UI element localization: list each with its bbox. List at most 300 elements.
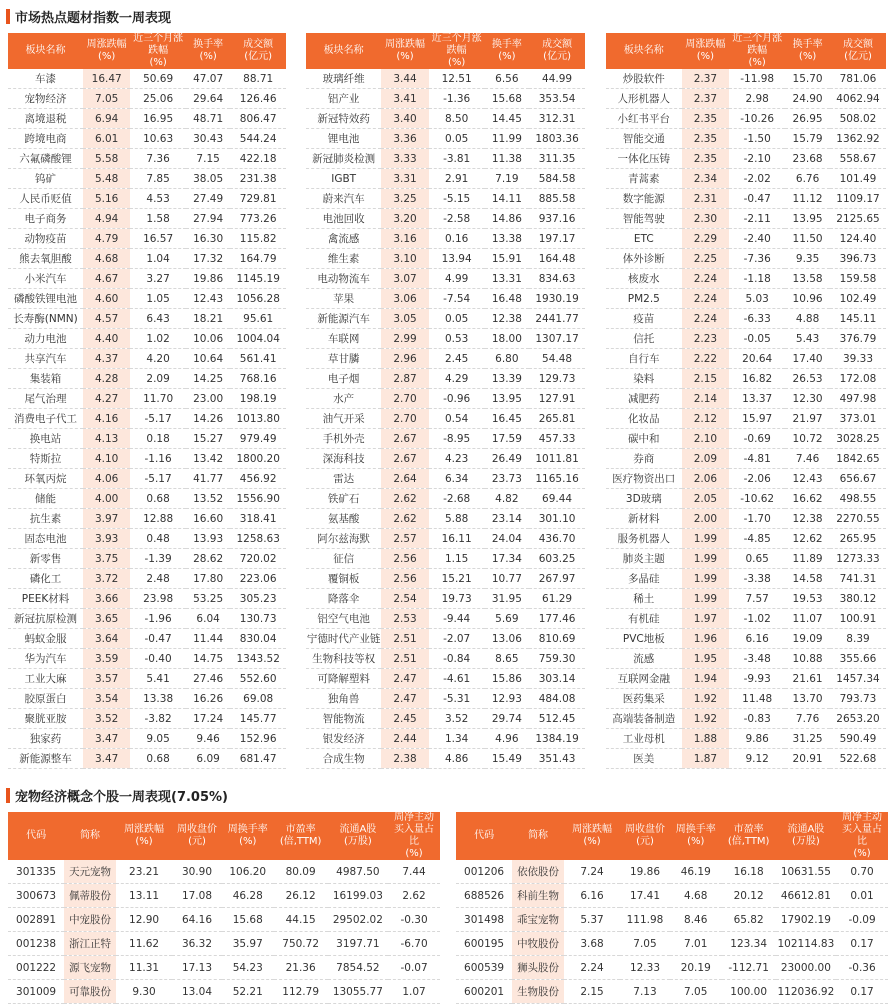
table-cell: 维生素 <box>306 249 381 269</box>
table-cell: 380.12 <box>830 589 886 609</box>
table-cell: 4.29 <box>429 369 485 389</box>
table-cell: 2.51 <box>381 629 428 649</box>
table-cell: -1.16 <box>130 449 186 469</box>
table-cell: 14.58 <box>785 569 830 589</box>
table-cell: 3.65 <box>83 609 130 629</box>
table-cell: 6.94 <box>83 109 130 129</box>
table-cell: 115.82 <box>230 229 286 249</box>
table-cell: 8.50 <box>429 109 485 129</box>
column-header: 简称 <box>64 812 116 860</box>
table-cell: 13055.77 <box>328 980 388 1004</box>
table-cell: 4.06 <box>83 469 130 489</box>
table-cell: 苹果 <box>306 289 381 309</box>
table-cell: 5.58 <box>83 149 130 169</box>
table-cell: 固态电池 <box>8 529 83 549</box>
column-header: 成交额 (亿元) <box>230 33 286 69</box>
table-cell: 759.30 <box>529 649 585 669</box>
table-cell: 医疗物资出口 <box>606 469 682 489</box>
table-cell: 20.91 <box>785 749 830 769</box>
table-cell: 聚胱亚胺 <box>8 709 83 729</box>
column-header: 板块名称 <box>606 33 682 69</box>
table-cell: 28.62 <box>186 549 230 569</box>
table-cell: 12.88 <box>130 509 186 529</box>
table-cell: 1.88 <box>682 729 730 749</box>
table-cell: -0.09 <box>836 908 888 932</box>
table-cell: 19.86 <box>186 269 230 289</box>
column-header: 市盈率 (倍,TTM) <box>274 812 328 860</box>
table-row <box>8 289 286 309</box>
table-cell: 熊去氧胆酸 <box>8 249 83 269</box>
table-cell: 88.71 <box>230 69 286 89</box>
table-cell: 11.07 <box>785 609 830 629</box>
table-row <box>8 129 286 149</box>
table-row <box>606 209 886 229</box>
table-row <box>606 489 886 509</box>
table-cell: 15.68 <box>222 908 274 932</box>
column-header: 代码 <box>456 812 512 860</box>
table-cell: 17.40 <box>785 349 830 369</box>
table-cell: 4987.50 <box>328 860 388 884</box>
table-cell: 智能驾驶 <box>606 209 682 229</box>
table-cell: 2.64 <box>381 469 428 489</box>
table-cell: 2.34 <box>682 169 730 189</box>
table-cell: 小红书平台 <box>606 109 682 129</box>
table-cell: 29.64 <box>186 89 230 109</box>
table-cell: 351.43 <box>529 749 585 769</box>
table-cell: 3.31 <box>381 169 428 189</box>
table-cell: 化妆品 <box>606 409 682 429</box>
table-cell: 2.99 <box>381 329 428 349</box>
table-cell: 16.62 <box>785 489 830 509</box>
table-cell: 100.00 <box>722 980 776 1004</box>
sector-index-table-2 <box>306 33 585 769</box>
table-cell: 46.19 <box>670 860 722 884</box>
table-cell: 肺炎主题 <box>606 549 682 569</box>
table-cell: 4.67 <box>83 269 130 289</box>
table-row <box>606 289 886 309</box>
table-cell: 流感 <box>606 649 682 669</box>
table-cell: 54.48 <box>529 349 585 369</box>
table-cell: 稀土 <box>606 589 682 609</box>
table-cell: 20.19 <box>670 956 722 980</box>
table-cell: 12.43 <box>186 289 230 309</box>
table-cell: 4.86 <box>429 749 485 769</box>
table-cell: 11.31 <box>116 956 172 980</box>
table-cell: -1.50 <box>729 129 785 149</box>
table-cell: 484.08 <box>529 689 585 709</box>
table-cell: 13.38 <box>485 229 530 249</box>
table-cell: 7.24 <box>564 860 620 884</box>
table-cell: 768.16 <box>230 369 286 389</box>
table-cell: 高端装备制造 <box>606 709 682 729</box>
table-cell: 2.35 <box>682 109 730 129</box>
table-cell: 1.07 <box>388 980 440 1004</box>
table-cell: 6.09 <box>186 749 230 769</box>
table-cell: 12.51 <box>429 69 485 89</box>
table-cell: 27.46 <box>186 669 230 689</box>
table-cell: 1.99 <box>682 569 730 589</box>
table-row <box>306 589 585 609</box>
table-cell: 1145.19 <box>230 269 286 289</box>
table-cell: 0.65 <box>729 549 785 569</box>
table-row <box>306 749 585 769</box>
table-cell: 38.05 <box>186 169 230 189</box>
table-cell: 3.27 <box>130 269 186 289</box>
table-cell: -10.62 <box>729 489 785 509</box>
title-accent-bar <box>6 788 10 803</box>
table-row <box>8 189 286 209</box>
table-row <box>8 629 286 649</box>
table-row <box>306 469 585 489</box>
table-row <box>606 629 886 649</box>
table-cell: 31.25 <box>785 729 830 749</box>
table-cell: 2.45 <box>429 349 485 369</box>
table-row <box>606 89 886 109</box>
table-row <box>8 349 286 369</box>
table-cell: 长寿酶(NMN) <box>8 309 83 329</box>
table-cell: 新冠抗原检测 <box>8 609 83 629</box>
table-cell: 311.35 <box>529 149 585 169</box>
table-row <box>306 549 585 569</box>
table-cell: 15.79 <box>785 129 830 149</box>
table-cell: 8.39 <box>830 629 886 649</box>
table-row <box>8 689 286 709</box>
table-cell: 300673 <box>8 884 64 908</box>
table-cell: 1.99 <box>682 589 730 609</box>
table-cell: 4.27 <box>83 389 130 409</box>
table-row <box>8 229 286 249</box>
table-cell: 3.07 <box>381 269 428 289</box>
table-cell: 小米汽车 <box>8 269 83 289</box>
table-cell: 一体化压铸 <box>606 149 682 169</box>
table-cell: 新材料 <box>606 509 682 529</box>
table-row <box>456 908 888 932</box>
table-cell: 305.23 <box>230 589 286 609</box>
column-header: 换手率 (%) <box>785 33 830 69</box>
table-row <box>606 569 886 589</box>
table-cell: 937.16 <box>529 209 585 229</box>
table-cell: 6.56 <box>485 69 530 89</box>
table-cell: -4.81 <box>729 449 785 469</box>
table-cell: 16.26 <box>186 689 230 709</box>
table-cell: 7.57 <box>729 589 785 609</box>
table-cell: 13.37 <box>729 389 785 409</box>
table-cell: 可降解塑料 <box>306 669 381 689</box>
table-cell: PM2.5 <box>606 289 682 309</box>
table-row <box>8 409 286 429</box>
table-cell: 152.96 <box>230 729 286 749</box>
table-row <box>306 569 585 589</box>
table-cell: 373.01 <box>830 409 886 429</box>
table-cell: 100.91 <box>830 609 886 629</box>
table-cell: 降落伞 <box>306 589 381 609</box>
table-cell: 17.41 <box>620 884 670 908</box>
table-cell: -0.84 <box>429 649 485 669</box>
table-cell: 6.04 <box>186 609 230 629</box>
table-cell: 16.47 <box>83 69 130 89</box>
table-cell: 离境退税 <box>8 109 83 129</box>
table-cell: 6.34 <box>429 469 485 489</box>
table-row <box>606 409 886 429</box>
table-cell: 4.20 <box>130 349 186 369</box>
table-cell: 13.70 <box>785 689 830 709</box>
table-cell: 2.98 <box>729 89 785 109</box>
table-cell: 7.76 <box>785 709 830 729</box>
table-cell: 312.31 <box>529 109 585 129</box>
table-cell: 储能 <box>8 489 83 509</box>
table-cell: 12.30 <box>785 389 830 409</box>
table-cell: 4.82 <box>485 489 530 509</box>
table-row <box>306 309 585 329</box>
table-cell: 车联网 <box>306 329 381 349</box>
table-cell: 1.99 <box>682 549 730 569</box>
table-row <box>606 169 886 189</box>
table-cell: 0.68 <box>130 749 186 769</box>
table-cell: 69.44 <box>529 489 585 509</box>
table-cell: 584.58 <box>529 169 585 189</box>
table-cell: 1.58 <box>130 209 186 229</box>
table-cell: 2.12 <box>682 409 730 429</box>
table-cell: 15.27 <box>186 429 230 449</box>
table-cell: 318.41 <box>230 509 286 529</box>
table-cell: 26.53 <box>785 369 830 389</box>
table-cell: 1800.20 <box>230 449 286 469</box>
table-cell: 核废水 <box>606 269 682 289</box>
table-cell: 50.69 <box>130 69 186 89</box>
table-cell: 46612.81 <box>776 884 836 908</box>
table-cell: 3.44 <box>381 69 428 89</box>
table-cell: 2.54 <box>381 589 428 609</box>
table-row <box>306 729 585 749</box>
table-cell: 跨境电商 <box>8 129 83 149</box>
table-cell: 19.73 <box>429 589 485 609</box>
table-cell: 13.94 <box>429 249 485 269</box>
table-cell: 522.68 <box>830 749 886 769</box>
table-row <box>8 329 286 349</box>
table-cell: -0.83 <box>729 709 785 729</box>
table-row <box>8 609 286 629</box>
table-cell: -7.54 <box>429 289 485 309</box>
table-cell: 2.57 <box>381 529 428 549</box>
table-cell: 127.91 <box>529 389 585 409</box>
table-cell: 电池回收 <box>306 209 381 229</box>
table-cell: 2.37 <box>682 89 730 109</box>
column-header: 流通A股 (万股) <box>776 812 836 860</box>
table-row <box>306 609 585 629</box>
table-cell: 0.68 <box>130 489 186 509</box>
column-header: 成交额 (亿元) <box>529 33 585 69</box>
column-header: 周涨跌幅 (%) <box>564 812 620 860</box>
table-cell: 13.95 <box>785 209 830 229</box>
table-cell: 24.04 <box>485 529 530 549</box>
table-cell: 换电站 <box>8 429 83 449</box>
table-cell: 21.36 <box>274 956 328 980</box>
table-cell: 信托 <box>606 329 682 349</box>
table-cell: 自行车 <box>606 349 682 369</box>
table-cell: 7.13 <box>620 980 670 1004</box>
table-cell: 001206 <box>456 860 512 884</box>
table-cell: 1.92 <box>682 709 730 729</box>
table-cell: 4.16 <box>83 409 130 429</box>
table-cell: 830.04 <box>230 629 286 649</box>
table-cell: -8.95 <box>429 429 485 449</box>
table-cell: -1.39 <box>130 549 186 569</box>
table-cell: 457.33 <box>529 429 585 449</box>
table-cell: 23.68 <box>785 149 830 169</box>
table-cell: ETC <box>606 229 682 249</box>
table-cell: 26.12 <box>274 884 328 908</box>
table-cell: 396.73 <box>830 249 886 269</box>
table-cell: 疫苗 <box>606 309 682 329</box>
table-cell: 10.63 <box>130 129 186 149</box>
table-cell: 436.70 <box>529 529 585 549</box>
table-row <box>306 389 585 409</box>
table-cell: 13.58 <box>785 269 830 289</box>
table-cell: 10.77 <box>485 569 530 589</box>
table-cell: 车漆 <box>8 69 83 89</box>
table-cell: 231.38 <box>230 169 286 189</box>
table-cell: 5.37 <box>564 908 620 932</box>
table-cell: 1803.36 <box>529 129 585 149</box>
table-cell: 4.68 <box>83 249 130 269</box>
table-row <box>306 369 585 389</box>
table-row <box>606 389 886 409</box>
table-cell: 3.16 <box>381 229 428 249</box>
table-cell: 508.02 <box>830 109 886 129</box>
table-cell: 2125.65 <box>830 209 886 229</box>
table-cell: 工业大麻 <box>8 669 83 689</box>
table-cell: 3.64 <box>83 629 130 649</box>
table-cell: -3.48 <box>729 649 785 669</box>
table-cell: 19.53 <box>785 589 830 609</box>
table-cell: 561.41 <box>230 349 286 369</box>
table-row <box>606 69 886 89</box>
pet-stock-table-2 <box>456 812 888 1004</box>
table-cell: 7.05 <box>670 980 722 1004</box>
table-cell: 1384.19 <box>529 729 585 749</box>
table-cell: 30.90 <box>172 860 222 884</box>
table-cell: 25.06 <box>130 89 186 109</box>
table-cell: 智能物流 <box>306 709 381 729</box>
table-row <box>8 449 286 469</box>
table-cell: 111.98 <box>620 908 670 932</box>
table-cell: -0.47 <box>130 629 186 649</box>
table-cell: 2.30 <box>682 209 730 229</box>
table-cell: 人形机器人 <box>606 89 682 109</box>
table-cell: 14.11 <box>485 189 530 209</box>
table-cell: 1273.33 <box>830 549 886 569</box>
table-cell: 中宠股份 <box>64 908 116 932</box>
table-cell: 体外诊断 <box>606 249 682 269</box>
table-cell: 蔚来汽车 <box>306 189 381 209</box>
table-cell: 5.48 <box>83 169 130 189</box>
table-cell: 科前生物 <box>512 884 564 908</box>
table-cell: 3.59 <box>83 649 130 669</box>
table-cell: 7.36 <box>130 149 186 169</box>
table-cell: 10.06 <box>186 329 230 349</box>
table-cell: 3197.71 <box>328 932 388 956</box>
table-cell: 172.08 <box>830 369 886 389</box>
table-cell: 0.54 <box>429 409 485 429</box>
table-cell: 2.67 <box>381 449 428 469</box>
table-row <box>606 469 886 489</box>
table-row <box>606 129 886 149</box>
table-cell: 11.70 <box>130 389 186 409</box>
table-cell: 2.10 <box>682 429 730 449</box>
table-cell: 互联网金融 <box>606 669 682 689</box>
table-cell: 24.90 <box>785 89 830 109</box>
table-row <box>606 109 886 129</box>
table-row <box>8 884 440 908</box>
table-cell: 11.62 <box>116 932 172 956</box>
table-cell: 新冠肺炎检测 <box>306 149 381 169</box>
table-cell: 钨矿 <box>8 169 83 189</box>
table-cell: 券商 <box>606 449 682 469</box>
table-row <box>8 709 286 729</box>
table-cell: 1013.80 <box>230 409 286 429</box>
table-cell: 23.73 <box>485 469 530 489</box>
table-row <box>606 369 886 389</box>
table-cell: 1.34 <box>429 729 485 749</box>
table-cell: 681.47 <box>230 749 286 769</box>
table-cell: 磷化工 <box>8 569 83 589</box>
table-cell: 9.46 <box>186 729 230 749</box>
table-cell: 1556.90 <box>230 489 286 509</box>
table-row <box>306 709 585 729</box>
header-row <box>8 33 286 69</box>
table-cell: 4.96 <box>485 729 530 749</box>
table-cell: 新能源整车 <box>8 749 83 769</box>
table-cell: 2.91 <box>429 169 485 189</box>
table-cell: 乖宝宠物 <box>512 908 564 932</box>
table-cell: 3.54 <box>83 689 130 709</box>
table-cell: 12.33 <box>620 956 670 980</box>
table-cell: 1011.81 <box>529 449 585 469</box>
table-cell: 2.24 <box>682 309 730 329</box>
table-cell: 2.15 <box>682 369 730 389</box>
table-cell: 600195 <box>456 932 512 956</box>
table-cell: 17.08 <box>172 884 222 908</box>
table-cell: -1.70 <box>729 509 785 529</box>
table-cell: 13.38 <box>130 689 186 709</box>
table-cell: 雷达 <box>306 469 381 489</box>
table-row <box>8 169 286 189</box>
table-cell: 3.20 <box>381 209 428 229</box>
table-cell: 1.94 <box>682 669 730 689</box>
table-row <box>8 149 286 169</box>
table-cell: 水产 <box>306 389 381 409</box>
table-cell: 19.09 <box>785 629 830 649</box>
sector-index-table-1 <box>8 33 286 769</box>
table-cell: 多晶硅 <box>606 569 682 589</box>
table-cell: 198.19 <box>230 389 286 409</box>
table-cell: 3.41 <box>381 89 428 109</box>
table-cell: 新能源汽车 <box>306 309 381 329</box>
table-cell: 4.68 <box>670 884 722 908</box>
table-cell: 52.21 <box>222 980 274 1004</box>
table-cell: 工业母机 <box>606 729 682 749</box>
column-header: 流通A股 (万股) <box>328 812 388 860</box>
table-cell: 0.01 <box>836 884 888 908</box>
table-cell: 2.47 <box>381 689 428 709</box>
table-cell: 3D玻璃 <box>606 489 682 509</box>
table-cell: 2.24 <box>564 956 620 980</box>
table-cell: 氨基酸 <box>306 509 381 529</box>
table-row <box>8 932 440 956</box>
column-header: 市盈率 (倍,TTM) <box>722 812 776 860</box>
table-cell: 1056.28 <box>230 289 286 309</box>
table-row <box>8 549 286 569</box>
